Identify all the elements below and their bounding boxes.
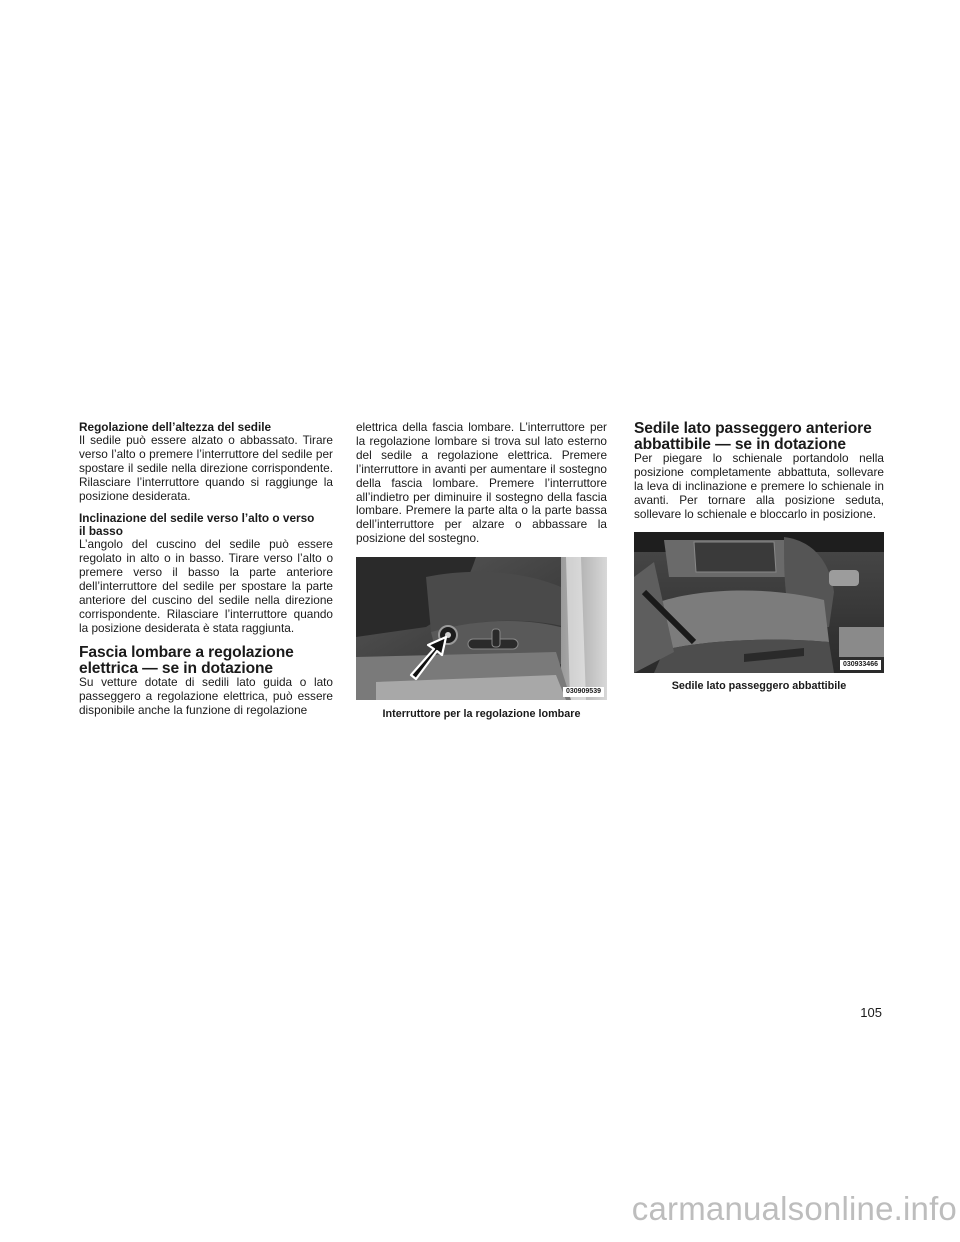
column-left (79, 421, 333, 718)
fold-text: Per piegare lo schienale portandolo nella posizione completamente abbattuta, sollevare la leva di inclinazione e premere lo schienale in avanti. Per tornare alla posizione seduta, sollevare lo schienale e bloccarlo in posizione. (634, 451, 884, 521)
seat-height-text: Il sedile può essere alzato o abbassato. Tirare verso l’alto o premere l’interruttore del sedile per spostare il sedile nella direzione corrispondente. Rilasciare l’interruttore quando si raggiunge la posizione desiderata. (79, 433, 333, 503)
lumbar-switch-illustration (356, 557, 607, 700)
lumbar-heading-line2: elettrica — se in dotazione (79, 659, 274, 677)
lumbar-switch-figure (356, 557, 607, 700)
figure-code: 030933466 (840, 660, 881, 670)
seat-tilt-title-line2: il basso (79, 523, 123, 538)
seat-tilt-text: L’angolo del cuscino del sedile può essere regolato in alto o in basso. Tirare verso l’alto o premere verso il basso la parte anteriore dell’interruttore del sedile per spostare la parte anteriore del cuscino del sedile nella direzione corrispondente. Rilasciare l’interruttore quando la posizione desiderata è stata raggiunta. (79, 537, 333, 635)
column-middle (356, 421, 607, 720)
fold-seat-illustration (634, 532, 884, 673)
seat-height-title: Regolazione dell’altezza del sedile (79, 420, 272, 434)
page-number: 105 (860, 1005, 882, 1020)
figure-caption-fold: Sedile lato passeggero abbattibile (671, 679, 847, 692)
fold-heading-line1: Sedile lato passeggero anteriore (634, 420, 872, 437)
lumbar-heading-line1: Fascia lombare a regolazione (79, 644, 294, 662)
lumbar-text: Su vetture dotate di sedili lato guida o lato passeggero a regolazione elettrica, può essere disponibile anche la funzione di regolazione (79, 675, 333, 718)
figure-caption-lumbar: Interruttore per la regolazione lombare (382, 708, 581, 721)
seat-tilt-title-line1: Inclinazione del sedile verso l’alto o verso (79, 510, 315, 525)
lumbar-heading (79, 645, 333, 676)
column-right (634, 421, 884, 692)
figure-code: 030909539 (563, 687, 604, 697)
lumbar-text-continued: elettrica della fascia lombare. L’interruttore per la regolazione lombare si trova sul lato esterno del sedile a regolazione elettrica. Premere l’interruttore in avanti per aumentare il sostegno della fascia lombare. Premere l’interruttore all’indietro per diminuire il sostegno della fascia lombare. Premere la parte alta o la parte bassa dell’interruttore per alzare o abbassare la posizione del sostegno. (356, 420, 607, 546)
fold-seat-figure (634, 532, 884, 673)
fold-heading-line2: abbattibile — se in dotazione (634, 435, 846, 453)
watermark: carmanualsonline.info (631, 1190, 957, 1227)
fold-heading (634, 421, 884, 452)
